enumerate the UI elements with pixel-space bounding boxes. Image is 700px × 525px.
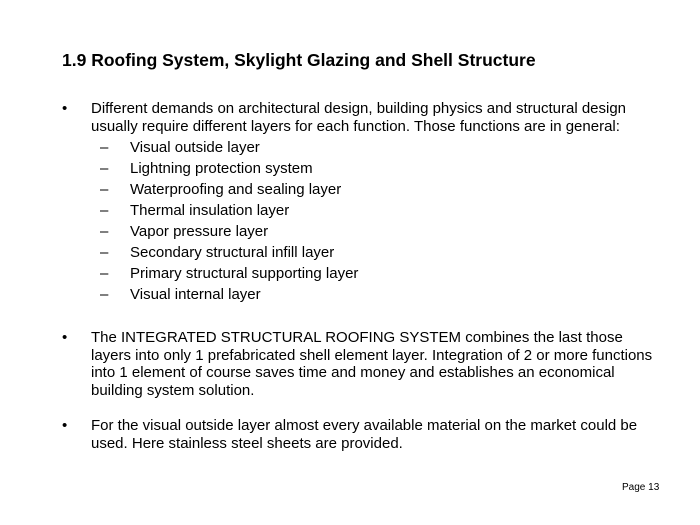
bullet-marker: •: [62, 100, 68, 117]
dash-marker: –: [100, 139, 109, 156]
sub-item: [100, 284, 662, 305]
dash-marker: –: [100, 202, 109, 219]
sub-item-text: Vapor pressure layer: [130, 223, 269, 240]
slide-title: 1.9 Roofing System, Skylight Glazing and Shell Structure: [62, 50, 536, 70]
spacer: [62, 399, 662, 417]
dash-marker: –: [100, 223, 109, 240]
bullet-text: For the visual outside layer almost every available material on the market could be used. Here stainless steel sheets are provided.: [91, 417, 638, 452]
page-number: Page 13: [622, 482, 660, 493]
bullet-marker: •: [62, 329, 68, 346]
sub-item-text: Secondary structural infill layer: [130, 244, 335, 261]
sub-item: [100, 179, 662, 200]
bullet-item: [62, 417, 662, 452]
bullet-marker: •: [62, 417, 68, 434]
dash-marker: –: [100, 181, 109, 198]
sub-item: [100, 200, 662, 221]
sub-item: [100, 221, 662, 242]
dash-marker: –: [100, 244, 109, 261]
sub-item-text: Visual internal layer: [130, 286, 261, 303]
bullet-text: Different demands on architectural design, building physics and structural design usually require different layers for each function. Those functions are in general:: [91, 100, 627, 135]
sub-item: [100, 242, 662, 263]
slide-content: [62, 100, 662, 452]
sub-item-text: Thermal insulation layer: [130, 202, 290, 219]
sub-item: [100, 137, 662, 158]
bullet-item: [62, 329, 662, 399]
sub-item-text: Visual outside layer: [130, 139, 260, 156]
dash-marker: –: [100, 160, 109, 177]
bullet-item: [62, 100, 662, 305]
sub-item-text: Waterproofing and sealing layer: [130, 181, 342, 198]
sub-item: [100, 263, 662, 284]
sub-item-text: Primary structural supporting layer: [130, 265, 359, 282]
sub-item: [100, 158, 662, 179]
sub-item-text: Lightning protection system: [130, 160, 313, 177]
sub-list: [91, 137, 662, 305]
dash-marker: –: [100, 265, 109, 282]
bullet-text: The INTEGRATED STRUCTURAL ROOFING SYSTEM combines the last those layers into only 1 prefabricated shell element layer. Integration of 2 or more functions into 1 element of course saves time and money and establishes an economical building system solution.: [91, 329, 653, 399]
dash-marker: –: [100, 286, 109, 303]
spacer: [62, 305, 662, 329]
